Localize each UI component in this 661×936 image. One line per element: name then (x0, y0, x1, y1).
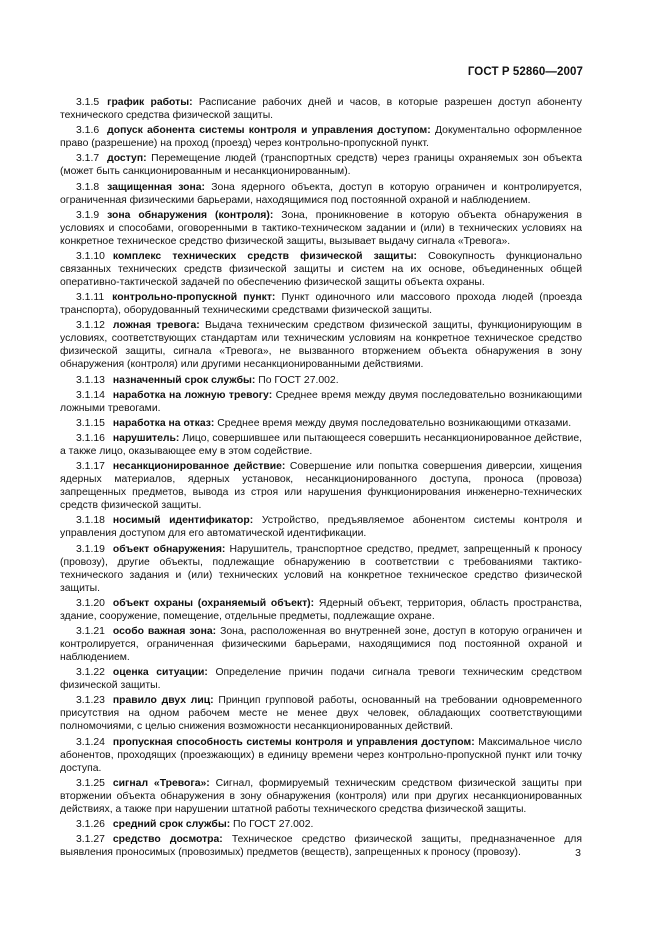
term-name: комплекс технических средств физической защиты: (112, 250, 417, 262)
term-definition: Совершение или попытка совершения диверсии, хищения ядерных материалов, ядерных установок, несанкционированного доступа, проноса (провоза) запрещенных предметов, вывода из строя или нарушения функционирования инженерно-технических средств физической защиты. (60, 461, 582, 512)
term-name: объект охраны (охраняемый объект): (112, 597, 315, 609)
definition-entry (60, 181, 582, 207)
clause-number: 3.1.18 (76, 515, 105, 527)
term-definition: Выдача техническим средством физической защиты, функционирующим в условиях, соответствующих стандартам или техническим условиям на конкретное техническое средство физической защиты, сигнала «Тревога», не вызванного вторжением объекта обнаружения в зону обнаружения (контроля) или другими несанкционированными действиями. (60, 320, 582, 371)
term-name: нарушитель: (112, 433, 180, 445)
clause-number: 3.1.8 (76, 181, 100, 193)
term-name: назначенный срок службы: (112, 374, 256, 386)
term-definition: Техническое средство физической защиты, предназначенное для выявления проносимых (провозимых) предметов (веществ), запрещенных к проносу (провозу). (60, 834, 582, 859)
clause-number: 3.1.24 (76, 736, 105, 748)
definition-entry (60, 250, 582, 289)
definition-entry (60, 374, 582, 387)
definition-entry (60, 432, 582, 458)
term-definition: Зона ядерного объекта, доступ в которую ограничен и контролируется, ограниченная физическими барьерами, находящимися под постоянной охраной и наблюдением. (60, 181, 582, 206)
definition-entry (60, 389, 582, 415)
clause-number: 3.1.10 (76, 250, 105, 262)
clause-number: 3.1.9 (76, 209, 100, 221)
term-name: средство досмотра: (112, 834, 223, 846)
term-definition: Пункт одиночного или массового прохода людей (проезда транспорта), оборудованный техническими средствами физической защиты. (60, 292, 582, 317)
term-name: ложная тревога: (112, 320, 200, 332)
term-name: доступ: (107, 153, 147, 165)
definition-entry (60, 543, 582, 595)
clause-number: 3.1.12 (76, 320, 105, 332)
definitions-list (60, 96, 582, 861)
term-name: сигнал «Тревога»: (112, 777, 210, 789)
clause-number: 3.1.26 (76, 818, 105, 830)
clause-number: 3.1.16 (76, 433, 105, 445)
definition-entry (60, 209, 582, 248)
term-name: наработка на отказ: (112, 417, 215, 429)
definition-entry (60, 514, 582, 540)
term-definition: Лицо, совершившее или пытающееся совершить несанкционированное действие, а также лицо, оказывающее ему в этом содействие. (60, 433, 583, 458)
definition-entry (60, 319, 582, 371)
definition-entry (60, 460, 582, 512)
definition-entry (60, 152, 582, 178)
clause-number: 3.1.19 (76, 543, 105, 555)
term-name: наработка на ложную тревогу: (112, 389, 273, 401)
definition-entry (60, 818, 582, 831)
term-definition: Среднее время между двумя последовательно возникающими отказами. (217, 417, 572, 429)
term-name: допуск абонента системы контроля и управления доступом: (107, 125, 431, 137)
clause-number: 3.1.14 (76, 389, 105, 401)
clause-number: 3.1.20 (76, 597, 105, 609)
term-name: оценка ситуации: (112, 667, 208, 679)
definition-entry (60, 736, 582, 775)
term-definition: Зона, расположенная во внутренней зоне, доступ в которую ограничен и контролируется, ограниченная физическими барьерами, находящимися под постоянной охраной и наблюдением. (60, 626, 583, 663)
term-definition: Максимальное число абонентов, проходящих (проезжающих) в единицу времени через контрольно-пропускной пункт или точку доступа. (60, 736, 583, 774)
definition-entry (60, 833, 582, 859)
definition-entry (60, 124, 582, 150)
definition-entry (60, 417, 582, 430)
clause-number: 3.1.21 (76, 626, 105, 637)
clause-number: 3.1.13 (76, 374, 105, 386)
page-number: 3 (575, 847, 581, 859)
clause-number: 3.1.15 (76, 417, 105, 429)
clause-number: 3.1.27 (76, 834, 105, 846)
clause-number: 3.1.17 (76, 461, 105, 473)
term-definition: Нарушитель, транспортное средство, предмет, запрещенный к проносу (провозу), другие объекты, подлежащие обнаружению в соответствии с требованиями тактико-технического задания и (или) технических условий на конкретное техническое средство физической защиты. (60, 543, 583, 594)
term-name: защищенная зона: (107, 181, 206, 193)
term-name: носимый идентификатор: (112, 515, 254, 527)
standard-designation: ГОСТ Р 52860—2007 (467, 66, 583, 78)
definition-entry (60, 666, 582, 692)
definition-entry (60, 625, 582, 664)
term-definition: Среднее время между двумя последовательно возникающими ложными тревогами. (60, 389, 582, 414)
term-name: объект обнаружения: (112, 543, 226, 555)
definition-entry (60, 597, 582, 623)
term-definition: Зона, проникновение в которую объекта обнаружения в условиях и способами, оговоренными в тактико-техническом задании и (или) в технических условиях на конкретное техническое средство физической защиты, вызывает выдачу сигнала «Тревога». (60, 209, 582, 247)
term-definition: Принцип групповой работы, основанный на требовании одновременного присутствия на одном рабочем месте не менее двух человек, обладающих соответствующими полномочиями, с целью снижения возможности несанкционированных действий. (60, 695, 582, 733)
term-definition: Определение причин подачи сигнала тревоги техническим средством физической защиты. (60, 667, 582, 692)
definition-entry (60, 694, 582, 733)
term-definition: Документально оформленное право (разрешение) на проход (проезд) через контрольно-пропускной пункт. (60, 125, 582, 150)
definition-entry (60, 777, 582, 816)
clause-number: 3.1.25 (76, 777, 105, 789)
clause-number: 3.1.23 (76, 695, 105, 707)
term-definition: Расписание рабочих дней и часов, в которые разрешен доступ абоненту технического средства физической защиты. (60, 97, 583, 121)
term-name: контрольно-пропускной пункт: (112, 292, 276, 304)
clause-number: 3.1.6 (76, 125, 100, 137)
term-definition: Перемещение людей (транспортных средств) через границы охраняемых зон объекта (может быть санкционированным и несанкционированным). (60, 153, 583, 178)
term-definition: Сигнал, формируемый техническим средством физической защиты при вторжении объекта обнаружения в зону обнаружения (контроля) или при других несанкционированных действиях, а также при нарушении штатной работы технического средства физической защиты. (60, 777, 582, 815)
term-definition: По ГОСТ 27.002. (233, 818, 314, 830)
term-name: график работы: (107, 97, 193, 108)
term-name: пропускная способность системы контроля и управления доступом: (112, 736, 475, 748)
clause-number: 3.1.22 (76, 667, 105, 679)
term-definition: Устройство, предъявляемое абонентом системы контроля и управления доступом для его автоматической идентификации. (60, 515, 583, 540)
term-name: несанкционированное действие: (112, 461, 286, 473)
term-name: зона обнаружения (контроля): (107, 209, 274, 221)
clause-number: 3.1.11 (76, 292, 105, 304)
definition-entry (60, 96, 582, 122)
term-name: правило двух лиц: (112, 695, 214, 707)
definition-entry (60, 291, 582, 317)
term-name: средний срок службы: (112, 818, 231, 830)
term-name: особо важная зона: (112, 626, 217, 637)
term-definition: По ГОСТ 27.002. (258, 374, 339, 386)
term-definition: Ядерный объект, территория, область пространства, здание, сооружение, помещение, отдельные предметы, подлежащие охране. (60, 597, 582, 622)
term-definition: Совокупность функционально связанных технических средств физической защиты и систем на их основе, объединенных общей оперативно-тактической задачей по обеспечению физической защиты объекта охраны. (60, 250, 582, 288)
clause-number: 3.1.5 (76, 97, 100, 108)
clause-number: 3.1.7 (76, 153, 100, 165)
